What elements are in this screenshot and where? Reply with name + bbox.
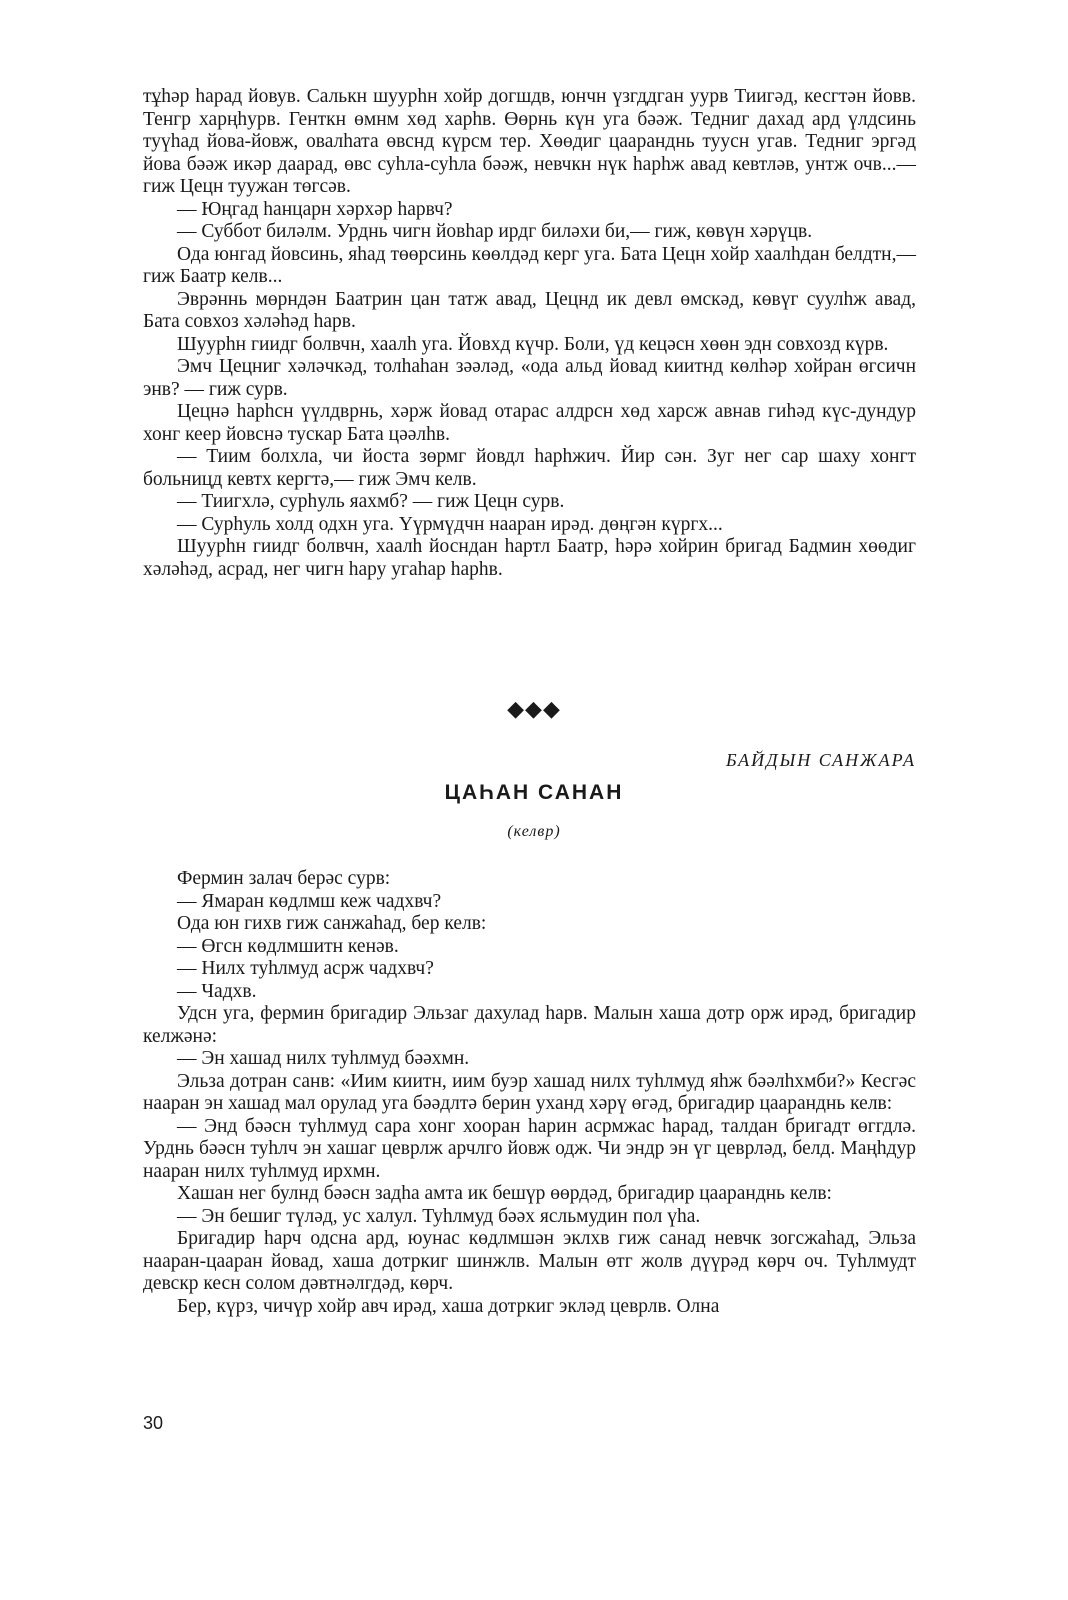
paragraph: Эмч Цецниг хәләчкәд, толһаһан зәәләд, «ода альд йовад киитнд көлһәр хойран өгсичн энв? — гиж сурв. (143, 356, 916, 400)
paragraph: Шуурһн гиидг болвчн, хаалһ йосндан һартл Баатр, һәрә хойрин бригад Бадмин хөөдиг хәләһәд, асрад, нег чигн һару угаһар һарһв. (143, 536, 916, 580)
paragraph: — Сурһуль холд одхн уга. Үүрмүдчн нааран ирәд. дөңгән күргх... (177, 513, 723, 535)
story-subtitle: (келвр) (507, 823, 561, 840)
paragraph: Эльза дотран санв: «Иим киитн, иим буэр хашад нилх туһлмуд яһж бәәлһхмби?» Кесгәс нааран эн хашад мал орулад уга бәәдлтә берин уханд хәрү өгәд, бригадир цааранднь келв: (143, 1070, 916, 1114)
story-title: ЦАҺАН САНАН (444, 781, 624, 804)
author-name: БАЙДЫН САНЖАРА (726, 750, 916, 770)
paragraph: — Юңгад һанцарн хәрхәр һарвч? (177, 198, 453, 220)
paragraph: — Тиим болхла, чи йоста зөрмг йовдл һарһжич. Йир сән. Зуг нег сар шаху хонгт больницд кевтх кергтә,— гиж Эмч келв. (143, 446, 916, 490)
story-end-text (143, 86, 916, 581)
story-start-text (143, 868, 916, 1318)
paragraph: — Тиигхлә, сурһуль яахмб? — гиж Цецн сурв. (177, 491, 565, 512)
paragraph: Шуурһн гиидг болвчн, хаалһ уга. Йовхд күчр. Боли, үд кецәсн хөөн эдн совхозд күрв. (177, 333, 889, 355)
paragraph: Эврәннь мөрндән Баатрин цан татж авад, Цецнд ик девл өмскәд, көвүг суулһж авад, Бата совхоз хәләһәд һарв. (143, 288, 916, 332)
paragraph: Хашан нег булнд бәәсн задһа амта ик бешүр өөрдәд, бригадир цааранднь келв: (177, 1183, 832, 1204)
paragraph: — Эн хашад нилх туһлмуд бәәхмн. (177, 1048, 470, 1069)
paragraph: — Өгсн көдлмшитн кенәв. (177, 935, 399, 957)
paragraph: — Нилх туһлмуд асрж чадхвч? (177, 958, 434, 979)
paragraph: Бригадир һарч одсна ард, юунас көдлмшән эклхв гиж санад невчк зогсжаһад, Эльза нааран-цааран йовад, хаша дотркиг шинжлв. Малын өтг жолв дүүрәд көрч оч. Туһлмудт девскр кесн солом дәвтнәлгдәд, көрч. (143, 1228, 916, 1294)
paragraph: Ода юн гихв гиж санжаһад, бер келв: (177, 913, 487, 934)
paragraph: Цецнә һарһсн үүлдврнь, хәрж йовад отарас алдрсн хөд харсж авнав гиһәд күс-дундур хонг кеер йовснә тускар Бата цәәлһв. (143, 401, 916, 445)
paragraph: Удсн уга, фермин бригадир Эльзаг дахулад һарв. Малын хаша дотр орж ирәд, бригадир келжәнә: (143, 1003, 916, 1047)
paragraph: тұһәр һарад йовув. Салькн шуурһн хойр догшдв, юнчн үзгддган уурв Тиигәд, кесгтән йовв. Тенгр харңһурв. Генткн өмнм хөд харһв. Өөрнь күн уга бәәж. Тедниг дахад ард үлдсинь туүһад йова-йовж, овалһата өвснд күрсм тер. Хөөдиг цааранднь туусн угав. Тедниг эргәд йова бәәж икәр даарад, өвс суһла-суһла бәәж, невчкн нүк һарһж авад кевтләв, унтж очв...— гиж Цецн туужан төгсәв. (143, 86, 916, 197)
page-number: 30 (143, 1413, 164, 1433)
section-ornament: ◆◆◆ (507, 697, 561, 722)
paragraph: Фермин залач берәс сурв: (177, 868, 391, 889)
paragraph: — Суббот биләлм. Урднь чигн йовһар ирдг биләхи би,— гиж, көвүн хәрүцв. (177, 221, 813, 242)
paragraph: Ода юнгад йовсинь, яһад төөрсинь көөлдәд керг уга. Бата Цецн хойр хаалһдан белдтн,— гиж Баатр келв... (143, 243, 916, 287)
paragraph: — Чадхв. (177, 980, 257, 1002)
paragraph: — Энд бәәсн туһлмуд сара хонг хооран һарин асрмжас һарад, талдан бригадт өггдлә. Урднь бәәсн туһлч эн хашаг цеврлж арчлго йовж одж. Чи эндр эн үг цеврләд, белд. Маңһдур нааран нилх туһлмуд ирхмн. (143, 1115, 916, 1182)
paragraph: Бер, күрз, чичүр хойр авч ирәд, хаша дотркиг экләд цеврлв. Олна (177, 1295, 720, 1317)
paragraph: — Эн бешиг түләд, ус халул. Туһлмуд бәәх ясльмудин пол үһа. (177, 1205, 701, 1227)
paragraph: — Ямаран көдлмш кеж чадхвч? (177, 890, 442, 912)
